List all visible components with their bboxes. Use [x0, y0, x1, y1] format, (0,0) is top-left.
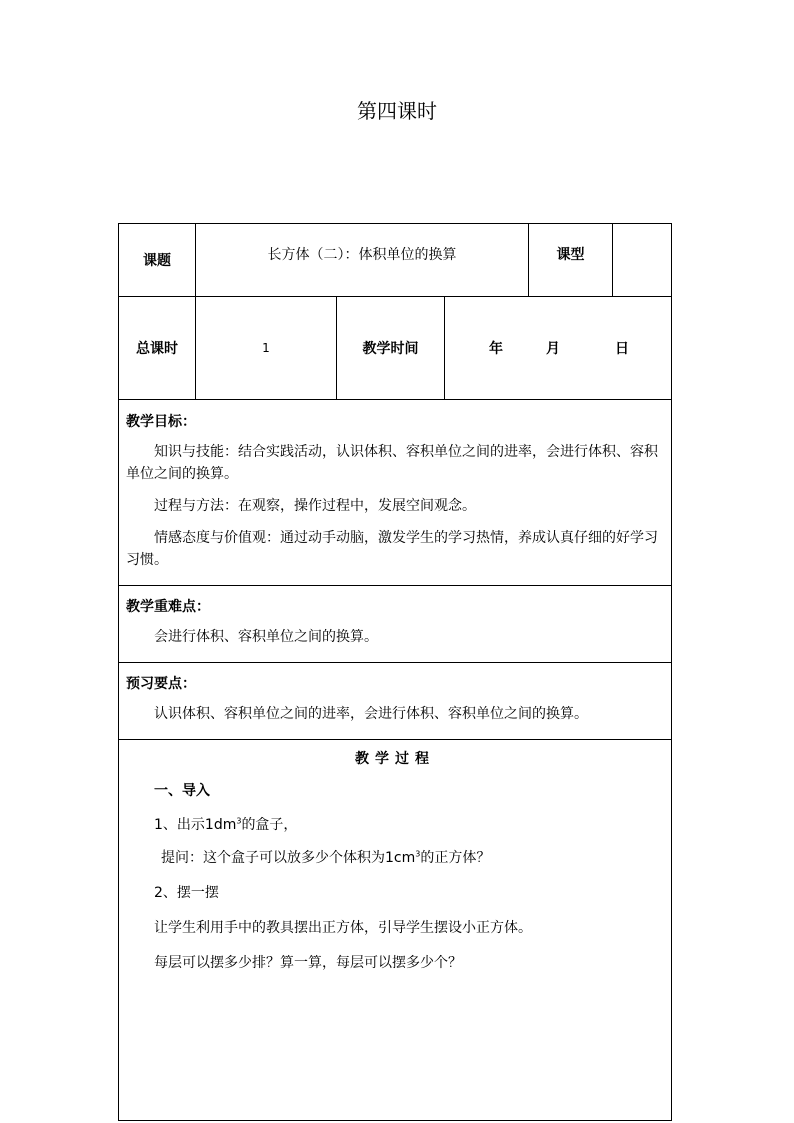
process-question-1: [161, 848, 490, 868]
objective-emotion: 情感态度与价值观：通过动手动脑，激发学生的学习热情，养成认真仔细的好学习习惯。: [126, 530, 658, 568]
process-step-2: 2、摆一摆: [154, 885, 219, 901]
key-points-section: [126, 596, 664, 648]
date-year: 年: [489, 341, 503, 357]
date-day: 日: [615, 341, 629, 357]
objective-process: 过程与方法：在观察，操作过程中，发展空间观念。: [154, 498, 476, 514]
total-hours-value: 1: [262, 341, 270, 355]
process-instruction: 让学生利用手中的教具摆出正方体，引导学生摆设小正方体。: [154, 920, 532, 936]
row-divider: [119, 399, 671, 400]
preview-section: [126, 673, 664, 725]
date-month: 月: [546, 341, 560, 357]
process-step-1: [154, 815, 297, 835]
process-section-1: 一、导入: [154, 783, 210, 799]
total-hours-label: 总课时: [136, 341, 178, 357]
topic-value: 长方体（二）：体积单位的换算: [267, 247, 457, 263]
key-points-title: 教学重难点：: [126, 599, 210, 615]
preview-text: 认识体积、容积单位之间的进率，会进行体积、容积单位之间的换算。: [154, 706, 588, 722]
teach-time-value: [445, 297, 671, 399]
type-value: [613, 224, 671, 296]
process-question-2: 每层可以摆多少排？算一算，每层可以摆多少个？: [154, 955, 462, 971]
row-divider: [119, 662, 671, 663]
question-prefix: 提问：这个盒子可以放多少个体积为1cm: [161, 850, 416, 866]
preview-title: 预习要点：: [126, 676, 196, 692]
objectives-title: 教学目标：: [126, 414, 196, 430]
question-sup: 3: [415, 849, 421, 859]
row-divider: [119, 739, 671, 740]
process-title: 教学过程: [355, 751, 435, 767]
step1-suffix: 的盒子，: [241, 817, 298, 833]
step1-prefix: 1、出示1dm: [154, 817, 237, 833]
row-divider: [119, 585, 671, 586]
lesson-plan-table: [118, 223, 672, 1121]
teach-time-label: 教学时间: [362, 341, 419, 357]
type-label: 课型: [556, 247, 585, 263]
page-title: 第四课时: [357, 99, 437, 123]
objectives-section: [126, 411, 664, 571]
topic-label: 课题: [143, 253, 171, 269]
question-suffix: 的正方体？: [420, 850, 491, 866]
key-points-text: 会进行体积、容积单位之间的换算。: [154, 629, 378, 645]
step1-sup: 3: [236, 816, 242, 826]
objective-knowledge: 知识与技能：结合实践活动，认识体积、容积单位之间的进率，会进行体积、容积单位之间的换算。: [126, 444, 658, 482]
